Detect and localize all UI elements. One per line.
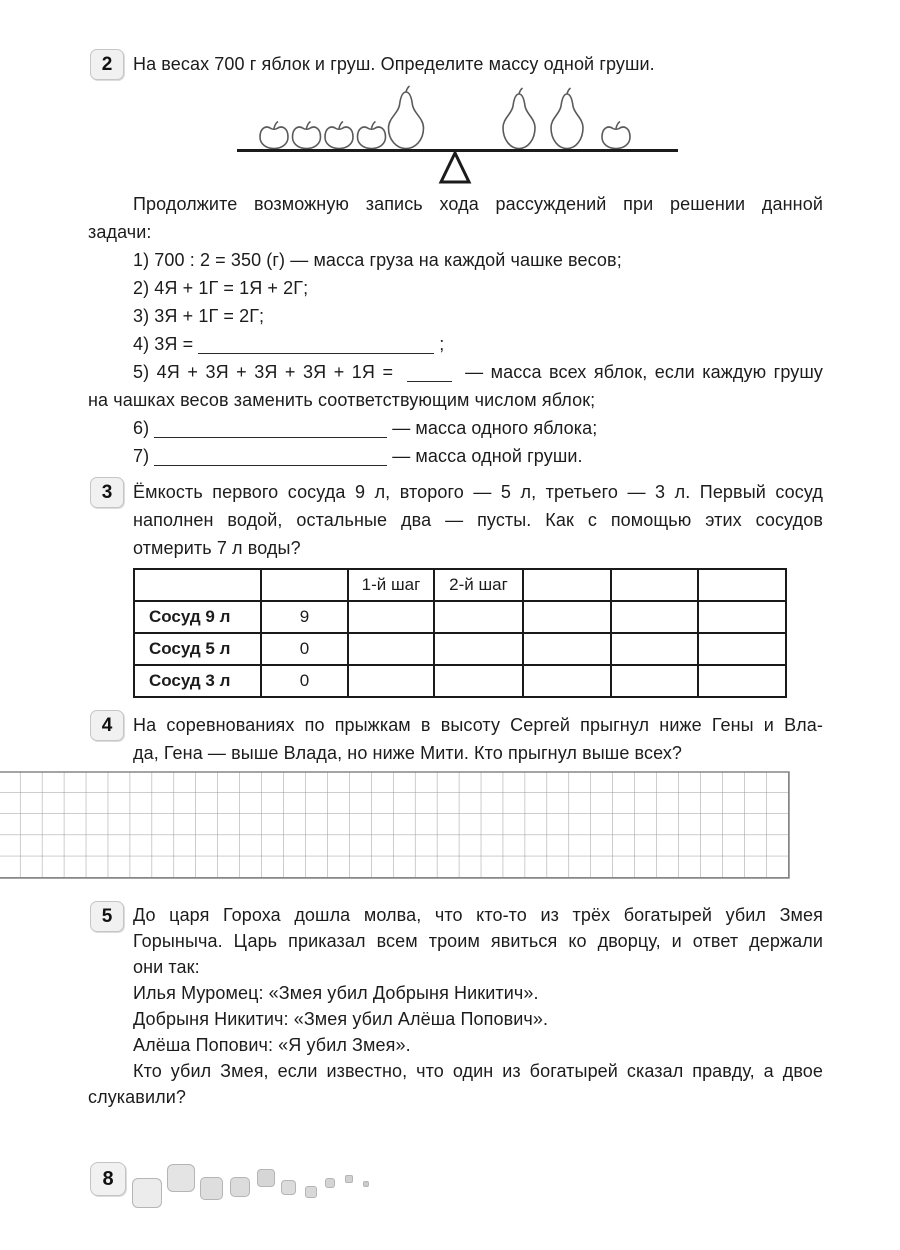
step-line [133,414,823,442]
page-number-badge: 8 [90,1162,126,1196]
step-text: 6) [133,418,150,438]
decorative-square [363,1181,369,1187]
answer-blank [407,362,452,382]
text-line: До царя Гороха дошла молва, что кто-то из трёх богатырей убил Змея [133,905,823,925]
decorative-square [167,1164,195,1192]
row-label: Сосуд 5 л [134,633,261,665]
table-row [134,601,786,633]
text-line: Добрыня Никитич: «Змея убил Алёша Попович». [133,1009,549,1029]
table-cell [523,601,611,633]
table-cell [261,569,348,601]
table-cell [698,569,786,601]
table-cell [134,569,261,601]
table-cell-value: 9 [261,601,348,633]
balance-scale-illustration [0,84,900,190]
table-cell [523,569,611,601]
decorative-square [305,1186,317,1198]
vessels-table [133,568,787,698]
text-line: Алёша Попович: «Я убил Змея». [133,1035,411,1055]
step-text: 5) 4Я + 3Я + 3Я + 3Я + 1Я = [133,362,394,382]
decorative-square [345,1175,353,1183]
table-cell-step2: 2-й шаг [434,569,523,601]
table-cell [523,633,611,665]
problem-5-number-badge: 5 [90,901,124,932]
problem-4-number-badge: 4 [90,710,124,741]
table-cell [611,665,698,697]
answer-blank [198,334,434,354]
table-cell-value: 0 [261,633,348,665]
table-cell [698,601,786,633]
step-text: — масса одного яблока; [392,418,598,438]
table-cell [698,665,786,697]
pear-icon [551,88,583,149]
table-header-row [134,569,786,601]
table-cell [523,665,611,697]
decorative-square [132,1178,162,1208]
text-line: слукавили? [88,1087,186,1107]
table-cell [611,601,698,633]
step-line: 1) 700 : 2 = 350 (г) — масса груза на каждой чашке весов; [133,250,622,270]
decorative-square [200,1177,223,1200]
text-line: Продолжите возможную запись хода рассуждений при решении данной [133,194,823,214]
pear-icon [503,88,535,149]
working-grid [0,771,792,879]
decorative-square [325,1178,335,1188]
step-text: 4) 3Я = [133,334,194,354]
step-text: — масса всех яблок, если каждую грушу [465,362,823,382]
problem-2-instruction [88,190,823,246]
step-line [133,442,823,470]
table-cell [348,633,434,665]
text-line: Кто убил Змея, если известно, что один из богатырей сказал правду, а двое [133,1061,823,1081]
table-cell [434,665,523,697]
table-row [134,633,786,665]
problem-2-number-badge: 2 [90,49,124,80]
table-cell [611,633,698,665]
table-cell [348,601,434,633]
text-line: На соревнованиях по прыжкам в высоту Сергей прыгнул ниже Гены и Вла- [133,715,823,735]
problem-2-steps [88,246,823,358]
text-line: наполнен водой, остальные два — пусты. Как с помощью этих сосудов [133,510,823,530]
decorative-square [281,1180,296,1195]
step-line: 3) 3Я + 1Г = 2Г; [133,306,265,326]
problem-2 [88,50,823,78]
fulcrum-triangle [441,153,469,182]
text-line: Илья Муромец: «Змея убил Добрыня Никитич». [133,983,539,1003]
step-line: 2) 4Я + 1Г = 1Я + 2Г; [133,278,309,298]
decorative-square [230,1177,250,1197]
problem-2-steps-67 [88,414,823,470]
answer-blank [154,446,387,466]
table-cell-value: 0 [261,665,348,697]
step-text: 7) [133,446,150,466]
text-line: отмерить 7 л воды? [133,538,301,558]
apple-icon [602,122,630,149]
table-cell [434,601,523,633]
table-cell [434,633,523,665]
step-line [88,358,823,386]
table-row [134,665,786,697]
text-line: Ёмкость первого сосуда 9 л, второго — 5 л, третьего — 3 л. Первый сосуд [133,482,823,502]
workbook-page [0,50,900,1250]
answer-blank [154,418,387,438]
text-line: Горыныча. Царь приказал всем троим явиться ко дворцу, и ответ держали [133,931,823,951]
step-line: на чашках весов заменить соответствующим числом яблок; [88,390,596,410]
pear-icon [389,86,424,149]
text-line: да, Гена — выше Влада, но ниже Мити. Кто прыгнул выше всех? [133,743,683,763]
table-cell [611,569,698,601]
balance-beam [237,151,678,183]
table-cell-step1: 1-й шаг [348,569,434,601]
apple-icon [358,122,386,149]
text-line: задачи: [88,222,152,242]
apple-icon [293,122,321,149]
step-text: ; [439,334,445,354]
row-label: Сосуд 3 л [134,665,261,697]
problem-5 [88,902,823,1058]
decorative-square [257,1169,275,1187]
row-label: Сосуд 9 л [134,601,261,633]
problem-5-question [88,1058,823,1110]
problem-2-title: На весах 700 г яблок и груш. Определите массу одной груши. [133,54,655,74]
problem-3 [88,478,823,698]
problem-3-number-badge: 3 [90,477,124,508]
step-line [133,330,823,358]
step-text: — масса одной груши. [392,446,583,466]
apple-icon [260,122,288,149]
problem-4 [88,711,823,767]
table-cell [698,633,786,665]
problem-2-step5 [88,358,823,414]
apple-icon [325,122,353,149]
table-cell [348,665,434,697]
text-line: они так: [133,957,200,977]
